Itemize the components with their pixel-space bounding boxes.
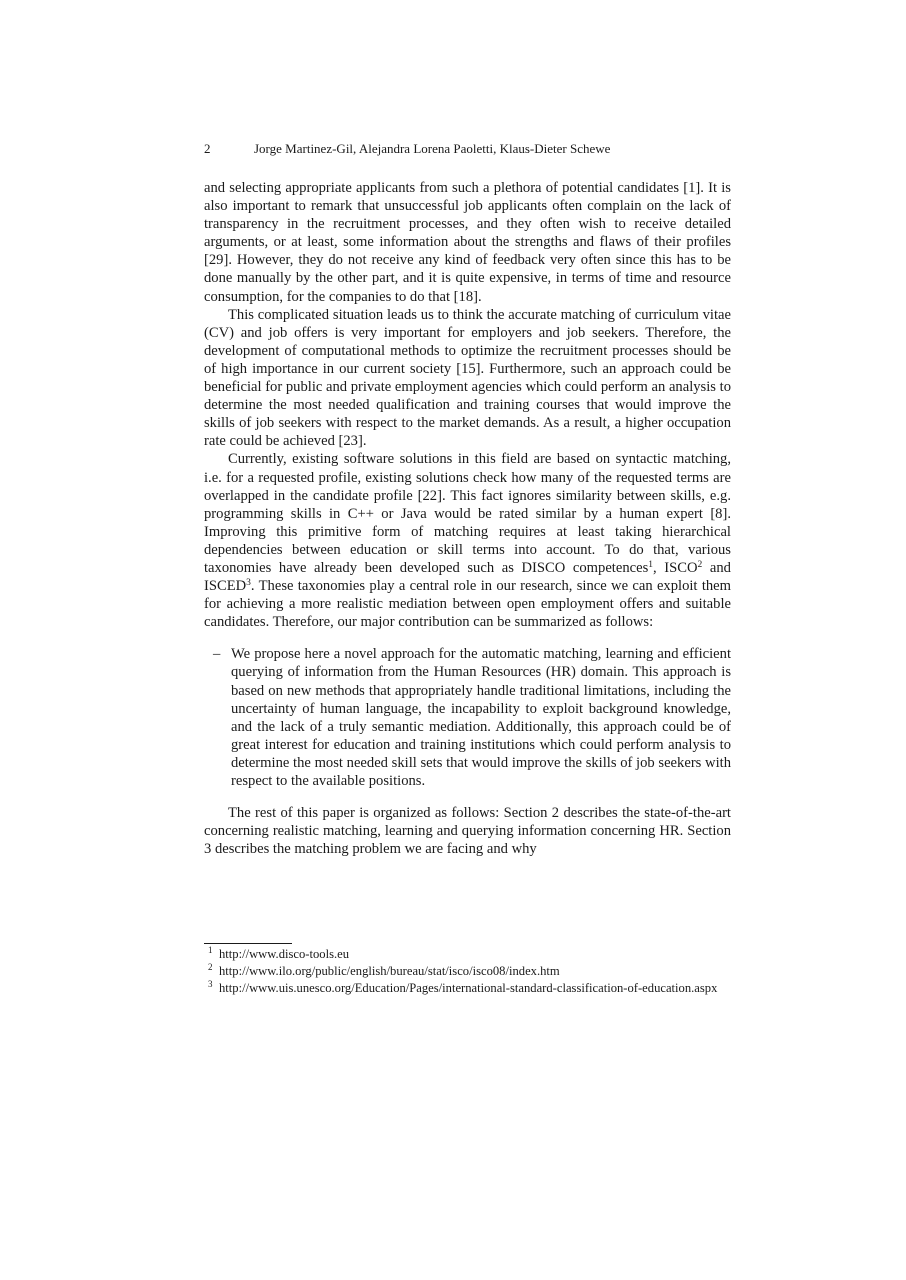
author-list: Jorge Martinez-Gil, Alejandra Lorena Paoletti, Klaus-Dieter Schewe [254,141,611,156]
footnote-ref-3[interactable]: 3 [246,578,251,589]
footnote-link[interactable]: http://www.disco-tools.eu [219,947,350,961]
paragraph-4: The rest of this paper is organized as follows: Section 2 describes the state-of-the-art concerning realistic matching, learning and querying information concerning HR. Section 3 describes the matching problem we are facing and why [204,805,731,858]
paragraph-3-text-a: Currently, existing software solutions in this field are based on syntactic matching, i.e. for a requested profile, existing solutions check how many of the requested terms are overlapped in the candidate profile [22]. This fact ignores similarity between skills, e.g. programming skills in C++ or Java would be rated similar by a human expert [8]. Improving this primitive form of matching requires at least taking hierarchical dependencies between education or skill terms into account. To do that, various taxonomies have already been developed such as DISCO competences [204,451,731,576]
paragraph-2: This complicated situation leads us to think the accurate matching of curriculum vitae (CV) and job offers is very important for employers and job seekers. Therefore, the development of computational methods to optimize the recruitment processes should be of high importance in our current society [15]. Furthermore, such an approach could be beneficial for public and private employment agencies which could perform an analysis to determine the most needed qualification and training courses that would improve the skills of job seekers with respect to the market demands. As a result, a higher occupation rate could be achieved [23]. [204,306,731,450]
footnote-ref-2[interactable]: 2 [697,559,703,570]
list-item-text: We propose here a novel approach for the automatic matching, learning and efficient querying of information from the Human Resources (HR) domain. This approach is based on new methods that appropriately handle traditional limitations, including the uncertainty of human language, the incapability to exploit background knowledge, and the lack of a truly semantic mediation. Additionally, this approach could be of great interest for education and training institutions which could perform analysis to determine the most needed skill sets that would improve the skills of job seekers with respect to the available positions. [231,646,731,789]
footnote-mark: 3 [208,979,213,989]
paragraph-3 [204,450,731,631]
footnote-divider [204,943,292,944]
footnote-link[interactable]: http://www.ilo.org/public/english/bureau/stat/isco/isco08/index.htm [219,964,560,978]
list-item [204,645,731,790]
footnotes [204,946,731,997]
footnote-mark: 1 [208,945,213,955]
body-text [204,179,731,858]
footnote-link[interactable]: http://www.uis.unesco.org/Education/Pages/international-standard-classification-of-education.aspx [219,981,718,995]
paragraph-1: and selecting appropriate applicants from such a plethora of potential candidates [1]. It is also important to remark that unsuccessful job applicants often complain on the lack of transparency in the recruitment processes, and they often wish to receive detailed arguments, or at least, some information about the strengths and flaws of their profiles [29]. However, they do not receive any kind of feedback very often since this has to be done manually by the other part, and it is quite expensive, in terms of time and resource consumption, for the companies to do that [18]. [204,180,731,305]
page-number: 2 [204,141,211,156]
paragraph-3-text-c: and ISCED [204,559,731,595]
bullet-dash: – [213,646,221,663]
footnote-2 [204,963,731,980]
paragraph-3-text-b: , ISCO [653,559,698,576]
footnote-1 [204,946,731,963]
footnote-3 [204,980,731,997]
footnote-mark: 2 [208,962,213,972]
footnote-ref-1[interactable]: 1 [648,559,654,570]
running-header [204,140,734,158]
contribution-list [204,645,731,790]
paragraph-3-text-d: . These taxonomies play a central role in our research, since we can exploit them for achieving a more realistic mediation between open employment offers and suitable candidates. Therefore, our major contribution can be summarized as follows: [204,578,731,631]
